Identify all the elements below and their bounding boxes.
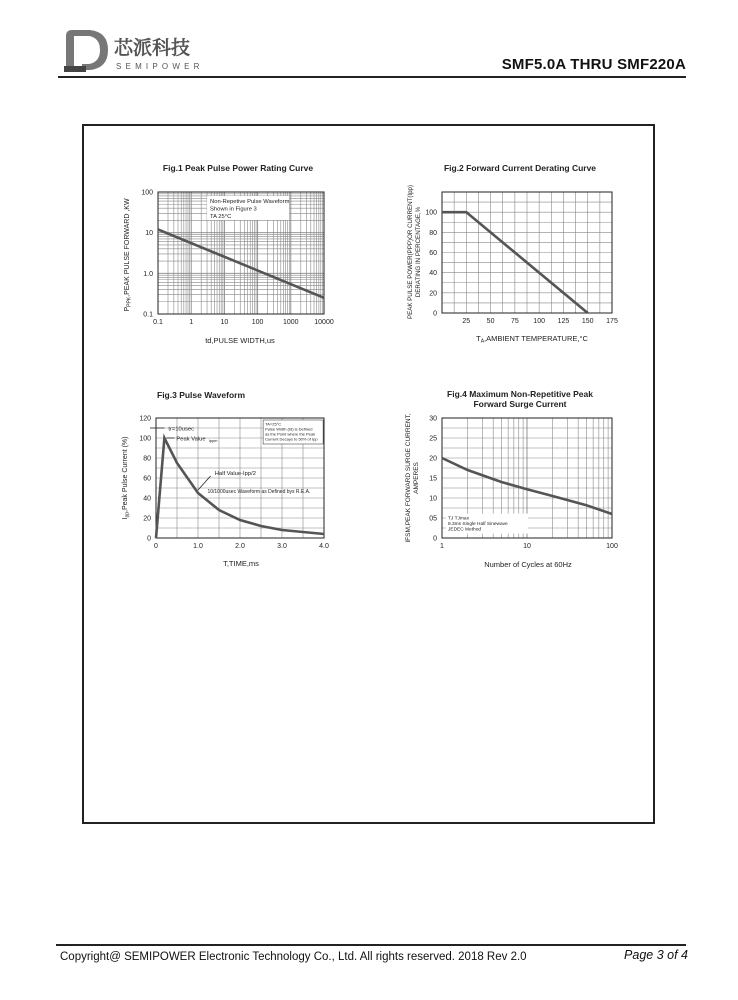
fig3-y-tick-label: 60 bbox=[143, 475, 151, 483]
fig3-x-tick-label: 4.0 bbox=[319, 543, 329, 550]
fig4-y-axis-label-line2: AMPERES bbox=[413, 462, 420, 494]
fig3-note-line: Pulse Width (td) is Defined bbox=[265, 426, 313, 432]
chart-fig2 bbox=[400, 150, 640, 365]
fig4-x-tick-label: 10 bbox=[523, 543, 531, 550]
document-title: SMF5.0A THRU SMF220A bbox=[501, 56, 686, 73]
fig3-y-tick-label: 80 bbox=[143, 455, 151, 463]
fig1-y-axis-label: $P_{PPK},PEAK$ PULSE FORWARD ,KW bbox=[124, 198, 133, 312]
footer-copyright: Copyright@ SEMIPOWER Electronic Technology Co., Ltd. All rights reserved. 2018 Rev 2.0 bbox=[60, 951, 527, 963]
fig3-note-line: as the Point where the Peak bbox=[265, 431, 316, 437]
fig2-y-tick-label: 60 bbox=[429, 250, 437, 257]
footer-rule bbox=[56, 944, 686, 946]
fig2-y-tick-label: 80 bbox=[429, 229, 437, 237]
fig1-title: Fig.1 Peak Pulse Power Rating Curve bbox=[162, 163, 314, 173]
fig2-y-tick-label: 20 bbox=[429, 290, 437, 298]
chart-fig1 bbox=[100, 150, 360, 365]
brand-english-name: SEMIPOWER bbox=[116, 62, 204, 71]
fig2-x-tick-label: 150 bbox=[581, 318, 594, 325]
fig4-y-tick-label: 30 bbox=[429, 415, 437, 423]
fig1-annotation-line: TA 25°C bbox=[210, 214, 232, 220]
fig1-x-tick-label: 0.1 bbox=[153, 319, 163, 326]
fig3-x-tick-label: 2.0 bbox=[235, 543, 245, 550]
fig2-x-tick-label: 50 bbox=[486, 318, 495, 325]
fig1-x-tick-label: 10 bbox=[220, 319, 229, 326]
fig1-x-tick-label: 1 bbox=[189, 319, 194, 326]
fig3-peak-sub: Ippm bbox=[208, 438, 218, 443]
fig3-rise-label: tr=10usec bbox=[168, 426, 195, 433]
chart-fig4 bbox=[400, 380, 640, 580]
fig2-title: Fig.2 Forward Current Derating Curve bbox=[443, 163, 597, 173]
fig2-y-tick-label: 40 bbox=[429, 270, 437, 278]
fig3-y-axis-label: $I_{pp},Peak$ Pulse Current (%) bbox=[122, 436, 131, 520]
fig3-note-line: TA=25°C bbox=[265, 421, 282, 427]
fig4-title: Fig.4 Maximum Non-Repetitive Peak bbox=[447, 389, 593, 399]
fig4-title-line2: Forward Surge Current bbox=[473, 399, 567, 409]
fig3-x-axis-label: T,TIME,ms bbox=[223, 559, 259, 568]
fig4-y-tick-label: 25 bbox=[429, 435, 437, 443]
fig4-y-axis-label-line1: IFSM,PEAK FORWARD SURGE CURRENT, bbox=[405, 413, 412, 543]
fig3-x-tick-label: 3.0 bbox=[277, 543, 287, 550]
fig2-x-tick-label: 75 bbox=[510, 318, 519, 325]
chart-fig3 bbox=[100, 380, 360, 580]
fig2-x-tick-label: 125 bbox=[557, 318, 570, 325]
fig4-y-tick-label: 10 bbox=[429, 495, 437, 503]
fig3-y-tick-label: 40 bbox=[143, 495, 151, 503]
fig4-x-tick-label: 100 bbox=[606, 543, 618, 550]
fig3-y-tick-label: 100 bbox=[139, 435, 151, 443]
header-rule bbox=[58, 76, 686, 78]
fig4-x-tick-label: 1 bbox=[440, 543, 444, 550]
fig4-note-line: TJ TJmax bbox=[448, 516, 469, 522]
fig1-y-tick-label: 1.0 bbox=[143, 270, 153, 278]
fig4-note-line: 8.3ms Single Half Sinewave bbox=[448, 522, 508, 528]
fig2-x-tick-label: 100 bbox=[533, 318, 545, 325]
fig2-y-tick-label: 0 bbox=[433, 310, 437, 318]
fig1-annotation-line: Non-Repetive Pulse Waveform bbox=[210, 199, 290, 205]
fig3-x-tick-label: 1.0 bbox=[193, 543, 203, 550]
brand-chinese-name: 芯派科技 bbox=[114, 37, 191, 59]
semipower-logo bbox=[60, 26, 220, 76]
fig3-y-tick-label: 20 bbox=[143, 515, 151, 523]
fig2-y-axis-label-line1: PEAK PULSE POWER(PPP)OR CURRENT(Ipp) bbox=[407, 184, 414, 320]
fig3-peak-text: Peak Value bbox=[176, 436, 206, 443]
fig2-x-axis-label: $T_A,AMBIENT$ TEMPERATURE,°C bbox=[476, 334, 588, 345]
fig1-annotation bbox=[207, 196, 290, 220]
fig4-y-tick-label: 20 bbox=[429, 455, 437, 463]
fig4-y-tick-label: 15 bbox=[429, 475, 437, 483]
fig1-curve bbox=[158, 229, 324, 297]
fig1-annotation-line: Shown in Figure 3 bbox=[210, 206, 257, 213]
fig4-x-axis-label: Number of Cycles at 60Hz bbox=[484, 560, 572, 569]
fig3-x-tick-label: 0 bbox=[154, 543, 158, 550]
fig1-y-tick-label: 100 bbox=[141, 189, 153, 197]
fig1-x-tick-label: 100 bbox=[251, 319, 264, 326]
fig1-x-tick-label: 10000 bbox=[314, 319, 334, 326]
fig4-y-tick-label: 05 bbox=[429, 515, 437, 523]
fig4-y-tick-label: 0 bbox=[433, 535, 437, 543]
fig3-half-label: Half Value-Ipp/2 bbox=[214, 471, 256, 477]
fig3-title: Fig.3 Pulse Waveform bbox=[157, 390, 246, 400]
fig3-note-line: Current Decays to 50% of Ipp bbox=[265, 436, 318, 442]
fig3-peak-label bbox=[176, 437, 218, 444]
fig2-y-axis-label-line2: DERATING IN PERCENTAGE,% bbox=[415, 206, 422, 298]
fig4-note-line: JEDEC Method bbox=[448, 527, 482, 533]
fig3-y-tick-label: 120 bbox=[139, 415, 151, 423]
footer-page-number: Page 3 of 4 bbox=[624, 948, 688, 962]
fig2-x-tick-label: 175 bbox=[606, 318, 618, 325]
fig2-x-tick-label: 25 bbox=[462, 318, 471, 325]
fig1-x-tick-label: 1000 bbox=[283, 319, 299, 326]
fig1-x-axis-label: td,PULSE WIDTH,us bbox=[205, 336, 275, 345]
fig3-y-tick-label: 0 bbox=[147, 535, 151, 543]
logo-mark-icon bbox=[64, 30, 108, 72]
fig3-waveform-label: 10/1000usec Waveform as Defined bys R.E.A. bbox=[207, 489, 311, 495]
fig1-y-tick-label: 10 bbox=[145, 230, 153, 238]
fig2-y-tick-label: 100 bbox=[425, 209, 437, 217]
fig1-y-tick-label: 0.1 bbox=[143, 311, 153, 319]
